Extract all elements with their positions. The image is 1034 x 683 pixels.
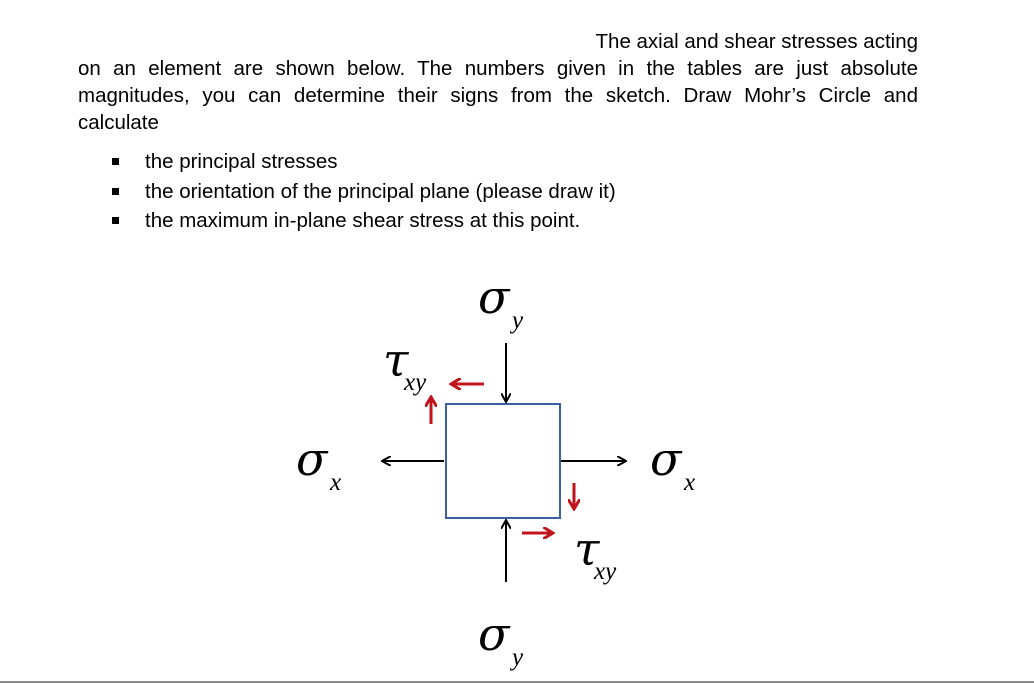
tau-xy-top-subscript: xy — [404, 369, 427, 396]
sigma-x-left-subscript: x — [330, 469, 342, 496]
sigma-x-right-symbol: σ — [650, 432, 682, 486]
tau-xy-bottom-subscript: xy — [594, 558, 617, 585]
task-text: the maximum in-plane shear stress at this point. — [145, 209, 581, 232]
tau-xy-top-symbol: τ — [383, 333, 409, 387]
problem-line-4: calculate — [78, 111, 159, 134]
task-text: the principal stresses — [145, 150, 338, 173]
task-text: the orientation of the principal plane (please draw it) — [145, 180, 616, 203]
tau-xy-bottom-symbol: τ — [574, 522, 600, 576]
sigma-x-right-subscript: x — [684, 469, 696, 496]
sigma-y-bottom-symbol: σ — [478, 607, 510, 661]
problem-line-1: The axial and shear stresses acting — [595, 30, 918, 53]
problem-line-3: magnitudes, you can determine their signs from the sketch. Draw Mohr’s Circle and — [78, 84, 918, 107]
sigma-x-left-symbol: σ — [296, 432, 328, 486]
sigma-y-bottom-subscript: y — [512, 644, 524, 671]
sigma-y-top-symbol: σ — [478, 270, 510, 324]
stress-element-square — [446, 404, 560, 518]
sigma-y-top-subscript: y — [512, 307, 524, 334]
problem-line-2: on an element are shown below. The numbers given in the tables are just absolute — [78, 57, 918, 80]
